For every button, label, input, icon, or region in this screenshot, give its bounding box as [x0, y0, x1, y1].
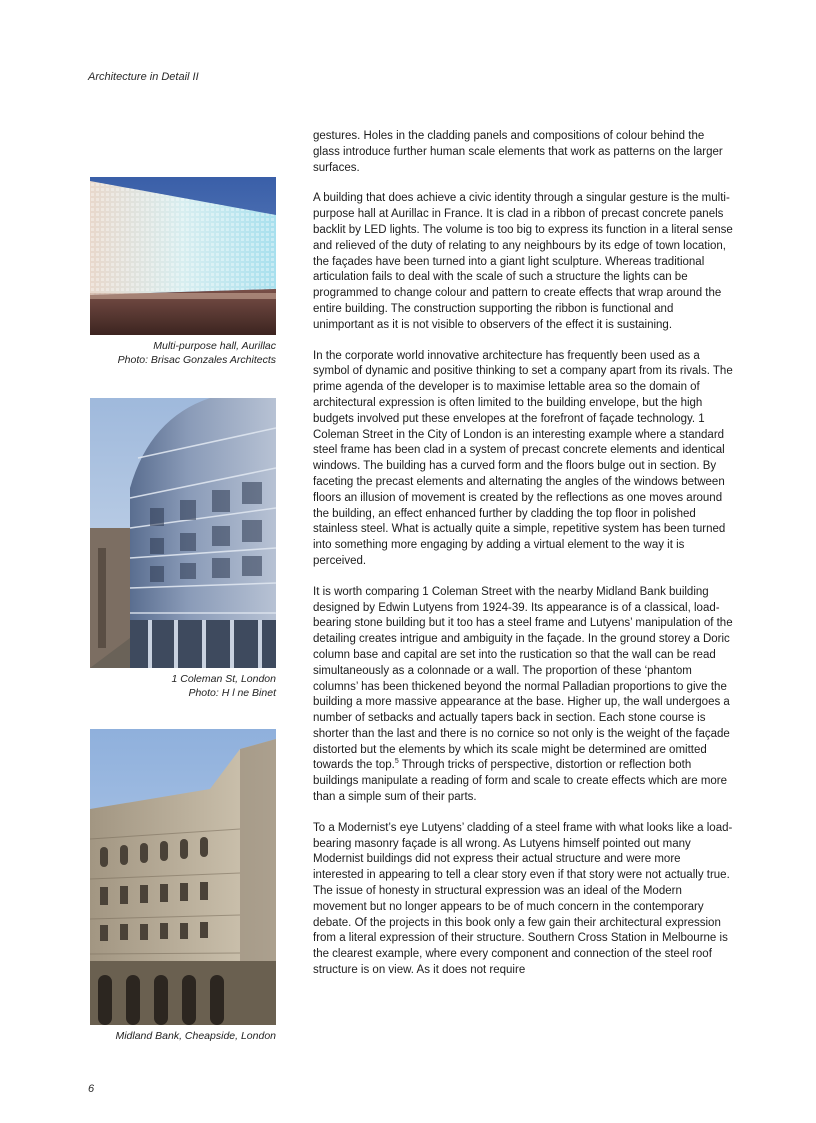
paragraph-2: A building that does achieve a civic identity through a singular gesture is the multi-purpose hall at Aurillac in France. It is clad in a ribbon of precast concrete panels backlit by LED lights. The volume is too big to express its function in a literal sense and relieved of the duty of relating to any neighbours by its edge of town location, the façades have been turned into a giant light sculpture. Whereas traditional articulation fails to deal with the scale of such a structure the lights can be programmed to change colour and pattern to create effects that wrap around the entire building. The construction supporting the ribbon is functional and unimportant as it is not visible to observers of the effect it is sustaining. — [313, 192, 733, 331]
caption-midland-bank-title: Midland Bank, Cheapside, London — [115, 1030, 276, 1042]
figure-coleman-st — [90, 398, 276, 700]
caption-coleman-st-credit: Photo: H l ne Binet — [188, 687, 276, 699]
figure-midland-bank — [90, 729, 276, 1043]
paragraph-4-rest: Through tricks of perspective, distortion or reflection both buildings manipulate a reading of form and scale to create effects which are more than a simple sum of their parts. — [313, 759, 728, 804]
footnote-marker: 5 — [394, 758, 399, 766]
body-text-column — [313, 129, 733, 994]
photo-coleman-st — [90, 398, 276, 668]
paragraph-5: To a Modernist’s eye Lutyens’ cladding of a steel frame with what looks like a load-bearing masonry façade is all wrong. As Lutyens himself pointed out many Modernist buildings did not express their actual structure and were more interested in appearing to tell a clear story even if that story were not actually true. The issue of honesty in structural expression was an ideal of the Modern movement but no longer appears to be of much concern in the contemporary debate. Of the projects in this book only a few gain their architectural expression from a literal expression of their structure. Southern Cross Station in Melbourne is the clearest example, where every component and connection of the steel roof structure is on view. As it does not require — [313, 821, 733, 977]
running-title: Architecture in Detail II — [88, 71, 199, 83]
page-number: 6 — [88, 1083, 95, 1095]
caption-midland-bank — [90, 1029, 276, 1043]
caption-coleman-st-title: 1 Coleman St, London — [171, 673, 276, 685]
caption-coleman-st — [90, 672, 276, 700]
paragraph-1: gestures. Holes in the cladding panels and compositions of colour behind the glass introduce further human scale elements that work as patterns on the larger surfaces. — [313, 130, 723, 174]
photo-midland-bank — [90, 729, 276, 1025]
paragraph-4-main: It is worth comparing 1 Coleman Street with the nearby Midland Bank building designed by Edwin Lutyens from 1924-39. Its appearance is of a classical, load-bearing stone building but it too has a steel frame and Lutyens’ manipulation of the detailing creates intrigue and ambiguity in the façade. In the ground storey a Doric column base and capital are set into the rustication so that the wall can be read simultaneously as a colonnade or a wall. The proportion of these ‘phantom columns’ has been thickened beyond the normal Palladian proportions to give the building a more massive appearance at the base. Higher up, the wall undergoes a number of setbacks and actually tapers back in section. Each stone course is shorter than the last and there is no cornice so not only is the weight of the façade distorted but the elements by which its scale might be determined are omitted towards the top. — [313, 585, 733, 772]
figure-aurillac — [90, 177, 276, 367]
photo-aurillac-hall — [90, 177, 276, 335]
caption-aurillac-title: Multi-purpose hall, Aurillac — [153, 340, 276, 352]
caption-aurillac-credit: Photo: Brisac Gonzales Architects — [117, 354, 276, 366]
paragraph-4 — [313, 585, 733, 806]
paragraph-3: In the corporate world innovative architecture has frequently been used as a symbol of dynamic and positive thinking to set a company apart from its rivals. The prime agenda of the developer is to maximise lettable area so the domain of architectural expression is often limited to the building envelope, but the high budgets involved put these envelopes at the forefront of façade technology. 1 Coleman Street in the City of London is an interesting example where a standard steel frame has been clad in a system of precast concrete elements and identical windows. The building has a curved form and the floors bulge out in section. By faceting the precast elements and alternating the angles of the windows between floors an illusion of movement is created by the reflections as one moves around the building, an effect enhanced further by cladding the top floor in polished stainless steel. What is actually quite a simple, repetitive system has been turned into something more engaging by adding a virtual element to the way it is perceived. — [313, 349, 733, 567]
caption-aurillac — [90, 339, 276, 367]
